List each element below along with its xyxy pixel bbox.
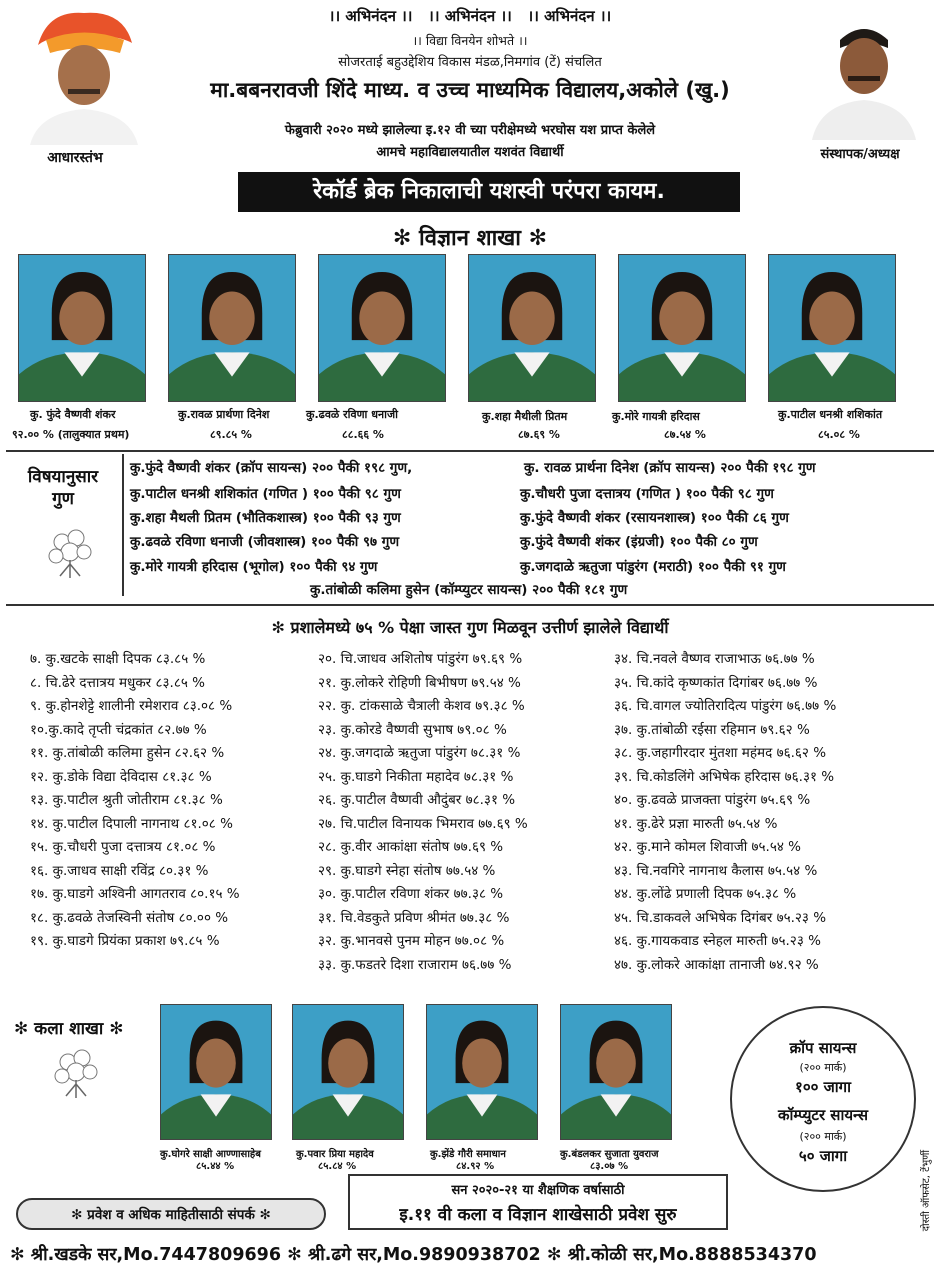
society-name: सोजरताई बहुउद्देशिय विकास मंडळ,निमगांव (टें) संचलित	[338, 55, 602, 70]
subject-row-3-right: कु.फुंदे वैष्णवी शंकर (रसायनशास्त्र) १०० पैकी ८६ गुण	[520, 510, 789, 526]
divider-middle	[6, 604, 934, 606]
list-item: २०. चि.जाधव अशितोष पांडुरंग ७९.६९ %	[318, 651, 523, 667]
topper-score-6: ८५.०८ %	[818, 428, 860, 441]
list-item: १०.कु.कादे तृप्ती चंद्रकांत ८२.७७ %	[30, 721, 207, 738]
science-topper-photo-6	[768, 254, 896, 402]
admission-box	[348, 1174, 728, 1230]
list-item: ३६. चि.वागल ज्योतिरादित्य पांडुरंग ७६.७७ %	[614, 698, 837, 714]
topper-score-4: ८७.६९ %	[518, 428, 560, 441]
list-column-2	[318, 648, 528, 977]
subject-row-4-left: कु.ढवळे रविणा धनाजी (जीवशास्त्र) १०० पैकी ९७ गुण	[130, 534, 400, 550]
subject-row-2-left: कु.पाटील धनश्री शशिकांत (गणित ) १०० पैकी ९८ गुण	[130, 486, 401, 502]
list-item: ३०. कु.पाटील रविणा शंकर ७७.३८ %	[318, 886, 504, 902]
list-item: २८. कु.वीर आकांक्षा संतोष ७७.६९ %	[318, 839, 504, 855]
subject-row-1-left: कु.फुंदे वैष्णवी शंकर (क्रॉप सायन्स) २०० पैकी १९८ गुण,	[130, 460, 413, 476]
flower-icon	[40, 520, 100, 580]
topper-score-5: ८७.५४ %	[664, 428, 706, 441]
arts-name-4: कु.बंडलकर सुजाता युवराज	[560, 1149, 659, 1160]
subject-row-4-right: कु.फुंदे वैष्णवी शंकर (इंग्रजी) १०० पैकी ८० गुण	[520, 534, 758, 550]
student-portrait-icon	[319, 255, 445, 401]
contact-numbers: ✻ श्री.खडके सर,Mo.7447809696 ✻ श्री.ढगे सर,Mo.9890938702 ✻ श्री.कोळी सर,Mo.8888534370	[10, 1245, 817, 1265]
student-portrait-icon	[469, 255, 595, 401]
list-item: ३७. कु.तांबोळी रईसा रहिमान ७९.६२ %	[614, 721, 810, 738]
list-item: २६. कु.पाटील वैष्णवी औदुंबर ७८.३१ %	[318, 792, 516, 808]
topper-score-2: ८९.८५ %	[210, 428, 252, 441]
topper-name-2: कु.रावळ प्रार्थणा दिनेश	[178, 408, 270, 421]
topper-score-3: ८८.६६ %	[342, 428, 384, 441]
list-title: ✻ प्रशालेमध्ये ७५ % पेक्षा जास्त गुण मिळवून उत्तीर्ण झालेले विद्यार्थी	[271, 618, 669, 637]
list-column-3	[614, 648, 836, 977]
student-portrait-icon	[427, 1005, 537, 1139]
arts-name-2: कु.पवार प्रिया महादेव	[296, 1149, 374, 1160]
list-item: २३. कु.कोरडे वैष्णवी सुभाष ७९.०८ %	[318, 721, 507, 738]
student-portrait-icon	[561, 1005, 671, 1139]
science-topper-photo-4	[468, 254, 596, 402]
student-portrait-icon	[769, 255, 895, 401]
arts-section-title: ✻ कला शाखा ✻	[14, 1019, 124, 1039]
list-item: ४३. चि.नवगिरे नागनाथ कैलास ७५.५४ %	[614, 862, 818, 879]
science-section-title: ✻ विज्ञान शाखा ✻	[392, 226, 548, 251]
arts-score-2: ८५.८४ %	[318, 1161, 357, 1172]
list-item: ४१. कु.ढेरे प्रज्ञा मारुती ७५.५४ %	[614, 815, 778, 832]
crop-seats: १०० जागा	[795, 1078, 851, 1096]
list-item: २४. कु.जगदाळे ऋतुजा पांडुरंग ७८.३१ %	[318, 745, 521, 761]
list-item: १४. कु.पाटील दिपाली नागनाथ ८१.०८ %	[30, 815, 233, 832]
list-column-1	[30, 648, 240, 954]
arts-score-3: ८४.९२ %	[456, 1161, 495, 1172]
list-item: १९. कु.घाडगे प्रियंका प्रकाश ७९.८५ %	[30, 933, 220, 949]
list-item: १७. कु.घाडगे अश्विनी आगतराव ८०.१५ %	[30, 886, 240, 902]
list-item: २५. कु.घाडगे निकीता महादेव ७८.३१ %	[318, 768, 514, 785]
contact-pill: ✻ प्रवेश व अधिक माहितीसाठी संपर्क ✻	[16, 1198, 326, 1230]
list-item: २१. कु.लोकरे रोहिणी बिभीषण ७९.५४ %	[318, 674, 521, 691]
left-caption: आधारस्तंभ	[47, 150, 103, 166]
list-item: ३४. चि.नवले वैष्णव राजाभाऊ ७६.७७ %	[614, 651, 815, 667]
list-item: १३. कु.पाटील श्रुती जोतीराम ८१.३८ %	[30, 792, 223, 808]
list-item: ३५. चि.कांदे कृष्णकांत दिगांबर ७६.७७ %	[614, 674, 818, 691]
science-topper-photo-2	[168, 254, 296, 402]
arts-name-3: कु.झेंडे गौरी समाधान	[430, 1149, 506, 1160]
topper-name-1: कु. फुंदे वैष्णवी शंकर	[30, 408, 116, 421]
intro-line-1: फेब्रुवारी २०२० मध्ये झालेल्या इ.१२ वी च्या परीक्षेमध्ये भरघोस यश प्राप्त केलेले	[284, 123, 656, 138]
list-item: २९. कु.घाडगे स्नेहा संतोष ७७.५४ %	[318, 862, 496, 879]
arts-topper-photo-1	[160, 1004, 272, 1140]
science-topper-photo-3	[318, 254, 446, 402]
side-note: दोस्ती ऑफसेट, टेंभुर्णी	[921, 1150, 932, 1232]
list-item: १८. कु.ढवळे तेजस्विनी संतोष ८०.०० %	[30, 909, 229, 926]
left-portrait	[28, 5, 140, 145]
topper-score-1: ९२.०० % (तालुक्यात प्रथम)	[12, 428, 130, 441]
admission-year: सन २०२०-२१ या शैक्षणिक वर्षासाठी	[451, 1183, 625, 1198]
record-banner: रेकॉर्ड ब्रेक निकालाची यशस्वी परंपरा कायम.	[238, 172, 740, 212]
subject-row-5-right: कु.जगदाळे ऋतुजा पांडुरंग (मराठी) १०० पैकी ९१ गुण	[520, 559, 786, 575]
arts-topper-photo-4	[560, 1004, 672, 1140]
list-item: ३३. कु.फडतरे दिशा राजाराम ७६.७७ %	[318, 956, 512, 973]
divider-top	[6, 450, 934, 452]
motto: ।। विद्या विनयेन शोभते ।।	[412, 33, 528, 48]
person-portrait-icon	[28, 5, 140, 145]
student-portrait-icon	[19, 255, 145, 401]
science-topper-photo-1	[18, 254, 146, 402]
list-item: ४५. चि.डाकवले अभिषेक दिगंबर ७५.२३ %	[614, 909, 827, 926]
comp-label: कॉम्प्युटर सायन्स	[777, 1106, 869, 1124]
subject-row-last: कु.तांबोळी कलिमा हुसेन (कॉम्प्युटर सायन्स) २०० पैकी १८१ गुण	[310, 582, 628, 598]
subject-row-3-left: कु.शहा मैथली प्रितम (भौतिकशास्त्र) १०० पैकी ९३ गुण	[130, 510, 401, 526]
subject-label: विषयानुसार गुण	[27, 467, 99, 509]
list-item: ७. कु.खटके साक्षी दिपक ८३.८५ %	[30, 651, 206, 667]
list-item: ३१. चि.वेडकुते प्रविण श्रीमंत ७७.३८ %	[318, 909, 510, 926]
list-item: ४०. कु.ढवळे प्राजक्ता पांडुरंग ७५.६९ %	[614, 792, 811, 808]
admission-text: इ.११ वी कला व विज्ञान शाखेसाठी प्रवेश सुरु	[399, 1205, 677, 1225]
right-caption: संस्थापक/अध्यक्ष	[820, 147, 900, 162]
list-item: १२. कु.डोके विद्या देविदास ८१.३८ %	[30, 768, 212, 785]
subject-row-5-left: कु.मोरे गायत्री हरिदास (भूगोल) १०० पैकी ९४ गुण	[130, 559, 378, 575]
list-item: ३८. कु.जहागीरदार मुंतशा महंमद ७६.६२ %	[614, 745, 827, 761]
list-item: ४२. कु.माने कोमल शिवाजी ७५.५४ %	[614, 839, 801, 855]
seats-badge	[730, 1006, 916, 1192]
abhinandan-line: ।। अभिनंदन ।। ।। अभिनंदन ।। ।। अभिनंदन ।।	[328, 7, 612, 25]
flower-icon	[46, 1040, 106, 1100]
arts-topper-photo-2	[292, 1004, 404, 1140]
list-item: ८. चि.ढेरे दत्तात्रय मधुकर ८३.८५ %	[30, 674, 205, 691]
crop-marks: (२०० मार्क)	[799, 1061, 847, 1074]
arts-name-1: कु.घोगरे साक्षी आण्णासाहेब	[160, 1149, 261, 1160]
topper-name-5: कु.मोरे गायत्री हरिदास	[612, 410, 700, 423]
school-name: मा.बबनरावजी शिंदे माध्य. व उच्च माध्यमिक विद्यालय,अकोले (खु.)	[210, 78, 730, 102]
student-portrait-icon	[161, 1005, 271, 1139]
topper-name-3: कु.ढवळे रविणा धनाजी	[306, 408, 398, 421]
list-item: ४७. कु.लोकरे आकांक्षा तानाजी ७४.९२ %	[614, 956, 819, 973]
list-item: २२. कु. टांकसाळे चैत्राली केशव ७९.३८ %	[318, 698, 525, 714]
right-portrait	[808, 8, 920, 140]
arts-score-4: ८३.०७ %	[590, 1161, 629, 1172]
list-item: ३९. चि.कोडलिंगे अभिषेक हरिदास ७६.३१ %	[614, 768, 835, 785]
student-portrait-icon	[169, 255, 295, 401]
subject-row-2-right: कु.चौधरी पुजा दत्तात्रय (गणित ) १०० पैकी ९८ गुण	[520, 486, 774, 502]
arts-topper-photo-3	[426, 1004, 538, 1140]
student-portrait-icon	[293, 1005, 403, 1139]
list-item: ३२. कु.भानवसे पुनम मोहन ७७.०८ %	[318, 933, 505, 949]
list-item: ४६. कु.गायकवाड स्नेहल मारुती ७५.२३ %	[614, 933, 821, 949]
crop-label: क्रॉप सायन्स	[789, 1039, 857, 1057]
list-item: ११. कु.तांबोळी कलिमा हुसेन ८२.६२ %	[30, 745, 225, 761]
list-item: १५. कु.चौधरी पुजा दत्तात्रय ८१.०८ %	[30, 839, 216, 855]
subject-row-1-right: कु. रावळ प्रार्थना दिनेश (क्रॉप सायन्स) २०० पैकी १९८ गुण	[524, 460, 816, 476]
topper-name-6: कु.पाटील धनश्री शशिकांत	[778, 408, 883, 421]
subject-divider	[122, 454, 124, 596]
science-topper-photo-5	[618, 254, 746, 402]
list-item: २७. चि.पाटील विनायक भिमराव ७७.६९ %	[318, 815, 528, 832]
list-item: १६. कु.जाधव साक्षी रविंद्र ८०.३१ %	[30, 862, 209, 879]
comp-marks: (२०० मार्क)	[799, 1130, 847, 1143]
arts-score-1: ८५.४४ %	[196, 1161, 235, 1172]
intro-line-2: आमचे महाविद्यालयातील यशवंत विद्यार्थी	[376, 145, 564, 160]
person-portrait-icon	[808, 8, 920, 140]
topper-name-4: कु.शहा मैथीली प्रितम	[482, 410, 568, 423]
comp-seats: ५० जागा	[798, 1147, 848, 1165]
list-item: ४४. कु.लोंढे प्रणाली दिपक ७५.३८ %	[614, 886, 797, 902]
student-portrait-icon	[619, 255, 745, 401]
list-item: ९. कु.होनशेट्टे शालीनी रमेशराव ८३.०८ %	[30, 698, 233, 714]
